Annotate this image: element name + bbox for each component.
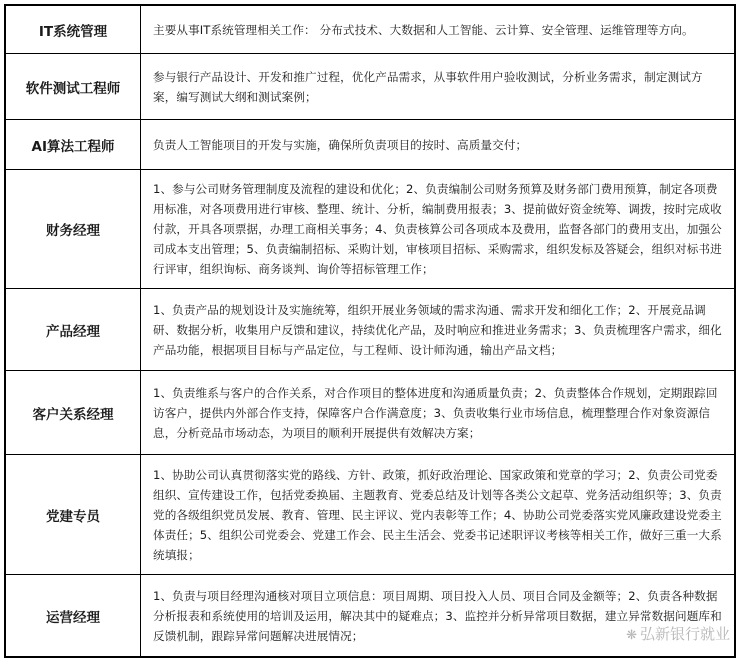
role-cell: 软件测试工程师 xyxy=(6,54,141,120)
table-row xyxy=(6,289,735,371)
watermark xyxy=(626,623,730,644)
duty-cell: 1、参与公司财务管理制度及流程的建设和优化；2、负责编制公司财务预算及财务部门费用预算，制定各项费用标准，对各项费用进行审核、整理、统计、分析，编制费用报表；3、提前做好资金统筹、调拨，按时完成收付款，开具各项票据，办理工商相关事务；4、负责核算公司各项成本及费用，监督各部门的费用支出，加强公司成本支出管理；5、负责编制招标、采购计划，审核项目招标、采购需求，组织发标及答疑会，组织对标书进行评审，组织询标、商务谈判、询价等招标管理工作； xyxy=(141,170,735,289)
table-row xyxy=(6,54,735,120)
table-row xyxy=(6,455,735,575)
role-cell: 客户关系经理 xyxy=(6,371,141,455)
duty-cell: 主要从事IT系统管理相关工作： 分布式技术、大数据和人工智能、云计算、安全管理、运维管理等方向。 xyxy=(141,6,735,54)
job-table xyxy=(5,5,735,657)
duty-cell: 1、负责维系与客户的合作关系，对合作项目的整体进度和沟通质量负责；2、负责整体合作规划，定期跟踪回访客户，提供内外部合作支持，保障客户合作满意度；3、负责收集行业市场信息，梳理整理合作对象资源信息，分析竞品市场动态，为项目的顺利开展提供有效解决方案； xyxy=(141,371,735,455)
watermark-text: 弘新银行就业 xyxy=(639,625,730,643)
table-row xyxy=(6,6,735,54)
duty-cell: 1、负责与项目经理沟通核对项目立项信息：项目周期、项目投入人员、项目合同及金额等；2、负责各种数据分析报表和系统使用的培训及运用，解决其中的疑难点；3、监控并分析异常项目数据，建立异常数据问题库和反馈机制，跟踪异常问题解决进展情况； xyxy=(141,575,735,657)
role-cell: AI算法工程师 xyxy=(6,120,141,170)
table-row xyxy=(6,371,735,455)
table-row xyxy=(6,170,735,289)
table-row xyxy=(6,575,735,657)
duty-cell: 1、协助公司认真贯彻落实党的路线、方针、政策，抓好政治理论、国家政策和党章的学习；2、负责公司党委组织、宣传建设工作，包括党委换届、主题教育、党委总结及计划等各类公文起草、党务活动组织等；3、负责党的各级组织党员发展、教育、管理、民主评议、党内表彰等工作；4、协助公司党委落实党风廉政建设党委主体责任；5、组织公司党委会、党建工作会、民主生活会、党委书记述职评议考核等相关工作，做好三重一大系统填报； xyxy=(141,455,735,575)
duty-cell: 负责人工智能项目的开发与实施，确保所负责项目的按时、高质量交付； xyxy=(141,120,735,170)
job-table-container xyxy=(4,4,736,658)
duty-cell: 1、负责产品的规划设计及实施统筹，组织开展业务领域的需求沟通、需求开发和细化工作；2、开展竞品调研、数据分析，收集用户反馈和建议，持续优化产品，及时响应和推进业务需求；3、负责梳理客户需求，细化产品功能，根据项目目标与产品定位，与工程师、设计师沟通，输出产品文档； xyxy=(141,289,735,371)
role-cell: IT系统管理 xyxy=(6,6,141,54)
duty-cell: 参与银行产品设计、开发和推广过程，优化产品需求，从事软件用户验收测试，分析业务需求，制定测试方案，编写测试大纲和测试案例； xyxy=(141,54,735,120)
table-row xyxy=(6,120,735,170)
role-cell: 运营经理 xyxy=(6,575,141,657)
role-cell: 财务经理 xyxy=(6,170,141,289)
role-cell: 产品经理 xyxy=(6,289,141,371)
role-cell: 党建专员 xyxy=(6,455,141,575)
paw-icon: ❋ xyxy=(626,628,637,643)
